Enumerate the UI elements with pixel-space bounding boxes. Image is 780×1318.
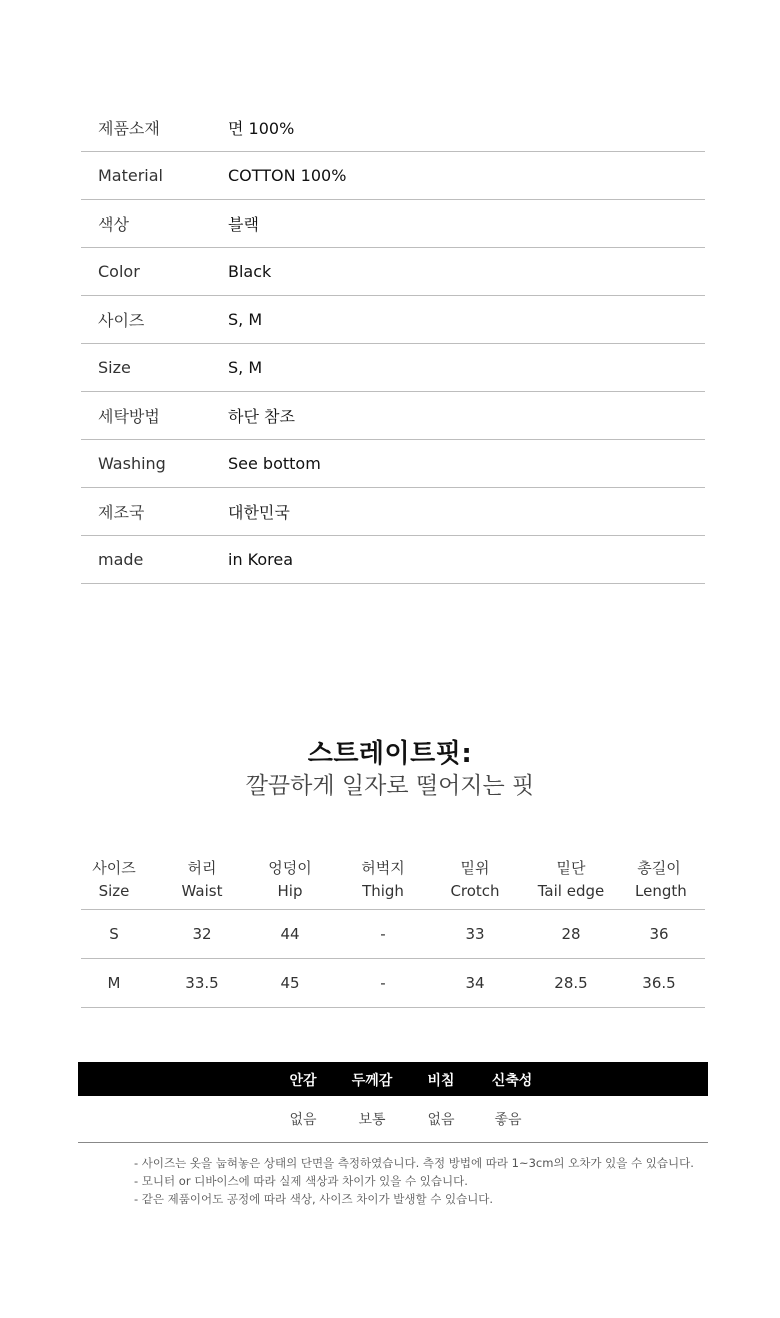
cell-length: 36.5 [642, 974, 676, 992]
spec-label: Washing [98, 454, 166, 473]
feel-header-sheerness: 비침 [427, 1073, 455, 1089]
cell-length: 36 [649, 925, 669, 943]
feel-header-thickness: 두께감 [351, 1073, 393, 1089]
spec-value: S, M [228, 358, 263, 377]
spec-row-size-en [81, 344, 705, 392]
spec-label: made [98, 550, 144, 569]
spec-value: 면 100% [228, 119, 295, 138]
spec-row-origin-ko [81, 488, 705, 536]
note-line: - 사이즈는 옷을 눕혀놓은 상태의 단면을 측정하였습니다. 측정 방법에 따라 1~3cm의 오차가 있을 수 있습니다. [134, 1156, 694, 1170]
spec-row-size-ko [81, 296, 705, 344]
table-row [81, 910, 705, 959]
header-tail-edge: 밑단 Tail edge [537, 858, 605, 900]
spec-label: 세탁방법 [98, 407, 160, 426]
spec-label: Size [98, 358, 131, 377]
spec-row-color-ko [81, 200, 705, 248]
note-line: - 같은 제품이어도 공정에 따라 색상, 사이즈 차이가 발생할 수 있습니다. [134, 1192, 494, 1206]
spec-label: 제품소재 [98, 119, 160, 138]
cell-thigh: - [380, 925, 386, 943]
spec-value: 블랙 [228, 215, 259, 234]
size-notes [134, 1154, 694, 1208]
spec-value: Black [228, 262, 272, 281]
cell-tail-edge: 28 [561, 925, 581, 943]
spec-row-washing-ko [81, 392, 705, 440]
cell-tail-edge: 28.5 [554, 974, 588, 992]
cell-waist: 33.5 [185, 974, 219, 992]
cell-crotch: 34 [465, 974, 485, 992]
spec-row-material-en [81, 152, 705, 200]
spec-value: See bottom [228, 454, 321, 473]
feel-value-sheerness: 없음 [427, 1112, 455, 1128]
fit-subtitle: 깔끔하게 일자로 떨어지는 핏 [245, 773, 535, 799]
size-table [81, 850, 705, 1008]
size-table-header [81, 850, 705, 910]
spec-row-color-en [81, 248, 705, 296]
cell-waist: 32 [192, 925, 212, 943]
fit-title: 스트레이트핏: [307, 739, 473, 769]
header-length: 총길이 Length [635, 858, 687, 900]
header-waist: 허리 Waist [181, 858, 223, 900]
feel-header-lining: 안감 [289, 1073, 317, 1089]
note-line: - 모니터 or 디바이스에 따라 실제 색상과 차이가 있을 수 있습니다. [134, 1174, 468, 1188]
table-row [81, 959, 705, 1008]
spec-row-origin-en [81, 536, 705, 584]
spec-label: Color [98, 262, 140, 281]
fabric-feel-header [78, 1062, 708, 1096]
cell-thigh: - [380, 974, 386, 992]
cell-hip: 44 [280, 925, 300, 943]
cell-hip: 45 [280, 974, 300, 992]
spec-row-material-ko [81, 104, 705, 152]
header-hip: 엉덩이 Hip [268, 858, 312, 900]
spec-label: 제조국 [98, 503, 145, 522]
spec-table [81, 104, 705, 584]
spec-value: in Korea [228, 550, 294, 569]
feel-value-thickness: 보통 [358, 1112, 386, 1128]
spec-label: 사이즈 [98, 311, 145, 330]
spec-value: 대한민국 [228, 503, 290, 522]
feel-header-stretch: 신축성 [491, 1073, 533, 1089]
cell-crotch: 33 [465, 925, 485, 943]
spec-label: Material [98, 166, 163, 185]
feel-value-lining: 없음 [289, 1112, 317, 1128]
spec-value: 하단 참조 [228, 407, 295, 426]
header-thigh: 허벅지 Thigh [361, 858, 405, 900]
spec-label: 색상 [98, 215, 129, 234]
header-crotch: 밑위 Crotch [450, 858, 500, 900]
header-size: 사이즈 Size [92, 858, 136, 900]
feel-value-stretch: 좋음 [494, 1112, 522, 1128]
spec-value: S, M [228, 310, 263, 329]
fabric-feel-values [78, 1097, 708, 1143]
spec-value: COTTON 100% [228, 166, 347, 185]
cell-size: M [107, 974, 121, 992]
spec-row-washing-en [81, 440, 705, 488]
cell-size: S [109, 925, 119, 943]
